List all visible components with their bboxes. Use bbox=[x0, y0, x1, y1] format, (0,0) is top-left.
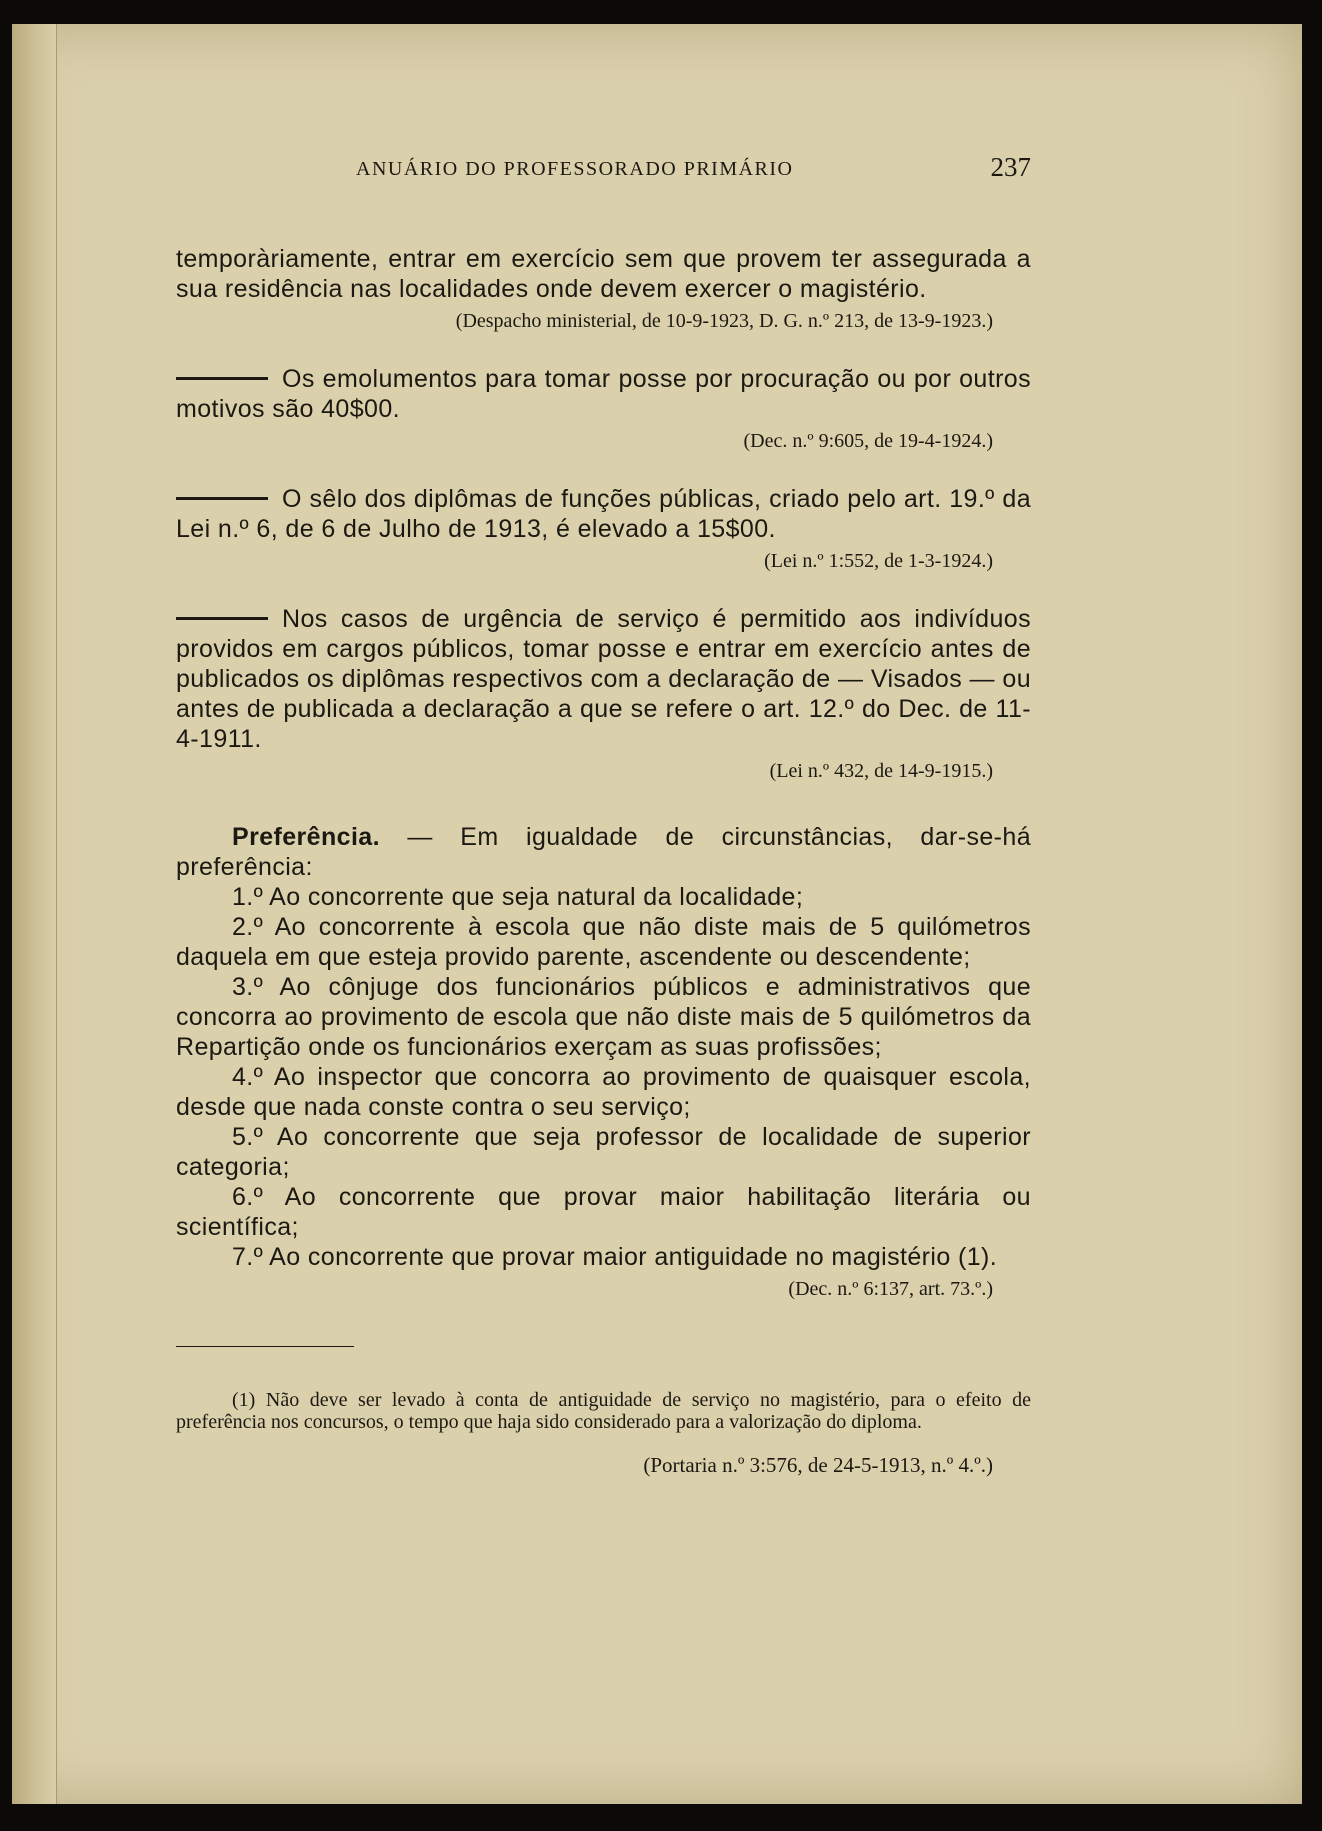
preferencia-item-5: 5.º Ao concorrente que seja professor de localidade de superior categoria; bbox=[176, 1123, 1031, 1181]
preferencia-item-6: 6.º Ao concorrente que provar maior habilitação literária ou scientífica; bbox=[176, 1183, 1031, 1241]
preferencia-item-3: 3.º Ao cônjuge dos funcionários públicos e administrativos que concorra ao provimento de escola que não diste mais de 5 quilómetros da Repartição onde os funcionários exerçam as suas profissões; bbox=[176, 973, 1031, 1061]
footnote-marker: (1) bbox=[232, 1389, 256, 1411]
footnote bbox=[176, 1389, 1031, 1433]
paragraph-residencia: temporàriamente, entrar em exercício sem que provem ter assegurada a sua residência nas localidades onde devem exercer o magistério. bbox=[176, 245, 1031, 303]
preferencia-item-1: 1.º Ao concorrente que seja natural da localidade; bbox=[232, 883, 804, 911]
preferencia-item-7: 7.º Ao concorrente que provar maior antiguidade no magistério (1). bbox=[232, 1243, 998, 1271]
citation-despacho: (Despacho ministerial, de 10-9-1923, D. G. n.º 213, de 13-9-1923.) bbox=[455, 310, 993, 332]
footnote-separator bbox=[176, 1346, 354, 1347]
citation-lei-1552: (Lei n.º 1:552, de 1-3-1924.) bbox=[764, 550, 993, 572]
dash-rule bbox=[176, 497, 268, 500]
citation-dec-9605: (Dec. n.º 9:605, de 19-4-1924.) bbox=[743, 430, 993, 452]
paragraph-emolumentos bbox=[176, 364, 1031, 424]
page-number: 237 bbox=[990, 152, 1031, 182]
page-content bbox=[176, 150, 1031, 1478]
preferencia-intro: — Em igualdade de circunstâncias, dar-se-há preferência: bbox=[176, 823, 1031, 881]
paragraph-urgencia-text: Nos casos de urgência de serviço é permitido aos indivíduos providos em cargos públicos, tomar posse e entrar em exercício antes de publicados os diplômas respectivos com a declaração de — Visados — ou antes de publicada a declaração a que se refere o art. 12.º do Dec. de 11-4-1911. bbox=[176, 605, 1031, 753]
paragraph-selo-text: O sêlo dos diplômas de funções públicas, criado pelo art. 19.º da Lei n.º 6, de 6 de Julho de 1913, é elevado a 15$00. bbox=[176, 485, 1031, 543]
preferencia-item-4: 4.º Ao inspector que concorra ao provimento de quaisquer escola, desde que nada conste contra o seu serviço; bbox=[176, 1063, 1031, 1121]
preferencia-item-2: 2.º Ao concorrente à escola que não diste mais de 5 quilómetros daquela em que esteja provido parente, ascendente ou descendente; bbox=[176, 913, 1031, 971]
preferencia-heading-paragraph bbox=[176, 822, 1031, 882]
running-head-title: ANUÁRIO DO PROFESSORADO PRIMÁRIO bbox=[356, 158, 794, 180]
dash-rule bbox=[176, 617, 268, 620]
footnote-citation: (Portaria n.º 3:576, de 24-5-1913, n.º 4.º.) bbox=[643, 1453, 993, 1477]
footnote-text: Não deve ser levado à conta de antiguidade de serviço no magistério, para o efeito de preferência nos concursos, o tempo que haja sido considerado para a valorização do diploma. bbox=[176, 1389, 1031, 1433]
dash-rule bbox=[176, 377, 268, 380]
running-head bbox=[176, 150, 1031, 190]
preferencia-heading: Preferência. bbox=[232, 823, 380, 851]
paragraph-emolumentos-text: Os emolumentos para tomar posse por procuração ou por outros motivos são 40$00. bbox=[176, 365, 1031, 423]
citation-dec-6137: (Dec. n.º 6:137, art. 73.º.) bbox=[788, 1278, 993, 1300]
page-binding-edge bbox=[12, 24, 57, 1804]
paragraph-urgencia bbox=[176, 604, 1031, 754]
citation-lei-432: (Lei n.º 432, de 14-9-1915.) bbox=[769, 760, 993, 782]
paragraph-selo bbox=[176, 484, 1031, 544]
